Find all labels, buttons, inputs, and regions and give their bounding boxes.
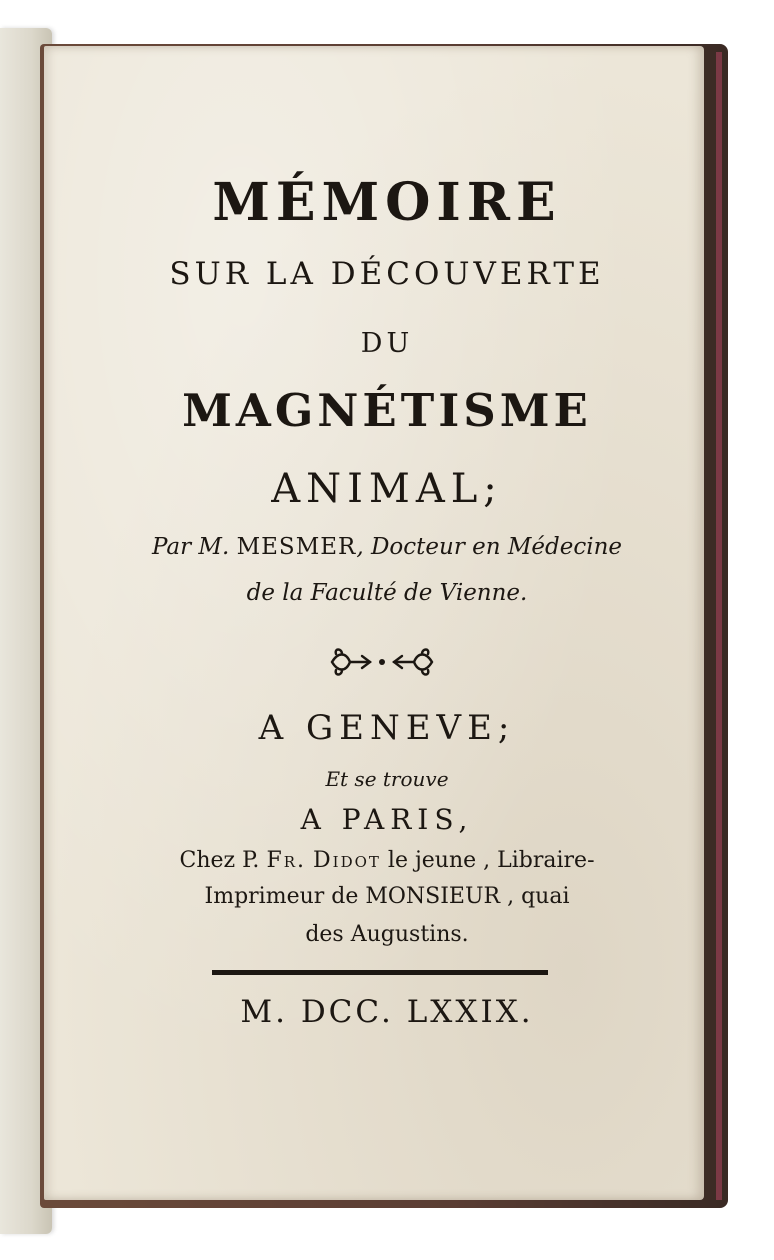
author-line (0, 534, 774, 560)
author-suffix: , Docteur en Médecine (356, 534, 623, 560)
author-faculty: de la Faculté de Vienne. (246, 580, 528, 606)
publication-date: M. DCC. LXXIX. (240, 994, 534, 1030)
imprint-city-paris: A PARIS, (300, 803, 474, 836)
book-subject: MAGNÉTISME (182, 384, 592, 437)
book-subtitle: SUR LA DÉCOUVERTE (169, 256, 605, 292)
author-name: MESMER (236, 534, 357, 560)
book-title: MÉMOIRE (212, 172, 562, 233)
imprint-chez: Chez P. (179, 848, 260, 873)
title-connector: DU (360, 328, 414, 359)
divider-rule (212, 970, 548, 975)
imprint-address: des Augustins. (305, 922, 469, 947)
imprint-printer-line (0, 848, 774, 873)
imprint-city-geneve: A GENEVE; (258, 708, 516, 748)
book-subject-2: ANIMAL; (271, 466, 503, 512)
imprint-imprimeur: Imprimeur de MONSIEUR , quai (204, 884, 570, 909)
fleuron-ornament-icon (322, 642, 442, 682)
author-prefix: Par M. (151, 534, 230, 560)
imprint-didot: Didot (313, 848, 381, 873)
imprint-chez-suffix: le jeune , Libraire- (387, 848, 595, 873)
imprint-fr: Fr. (266, 848, 306, 873)
imprint-trouve: Et se trouve (325, 767, 449, 791)
